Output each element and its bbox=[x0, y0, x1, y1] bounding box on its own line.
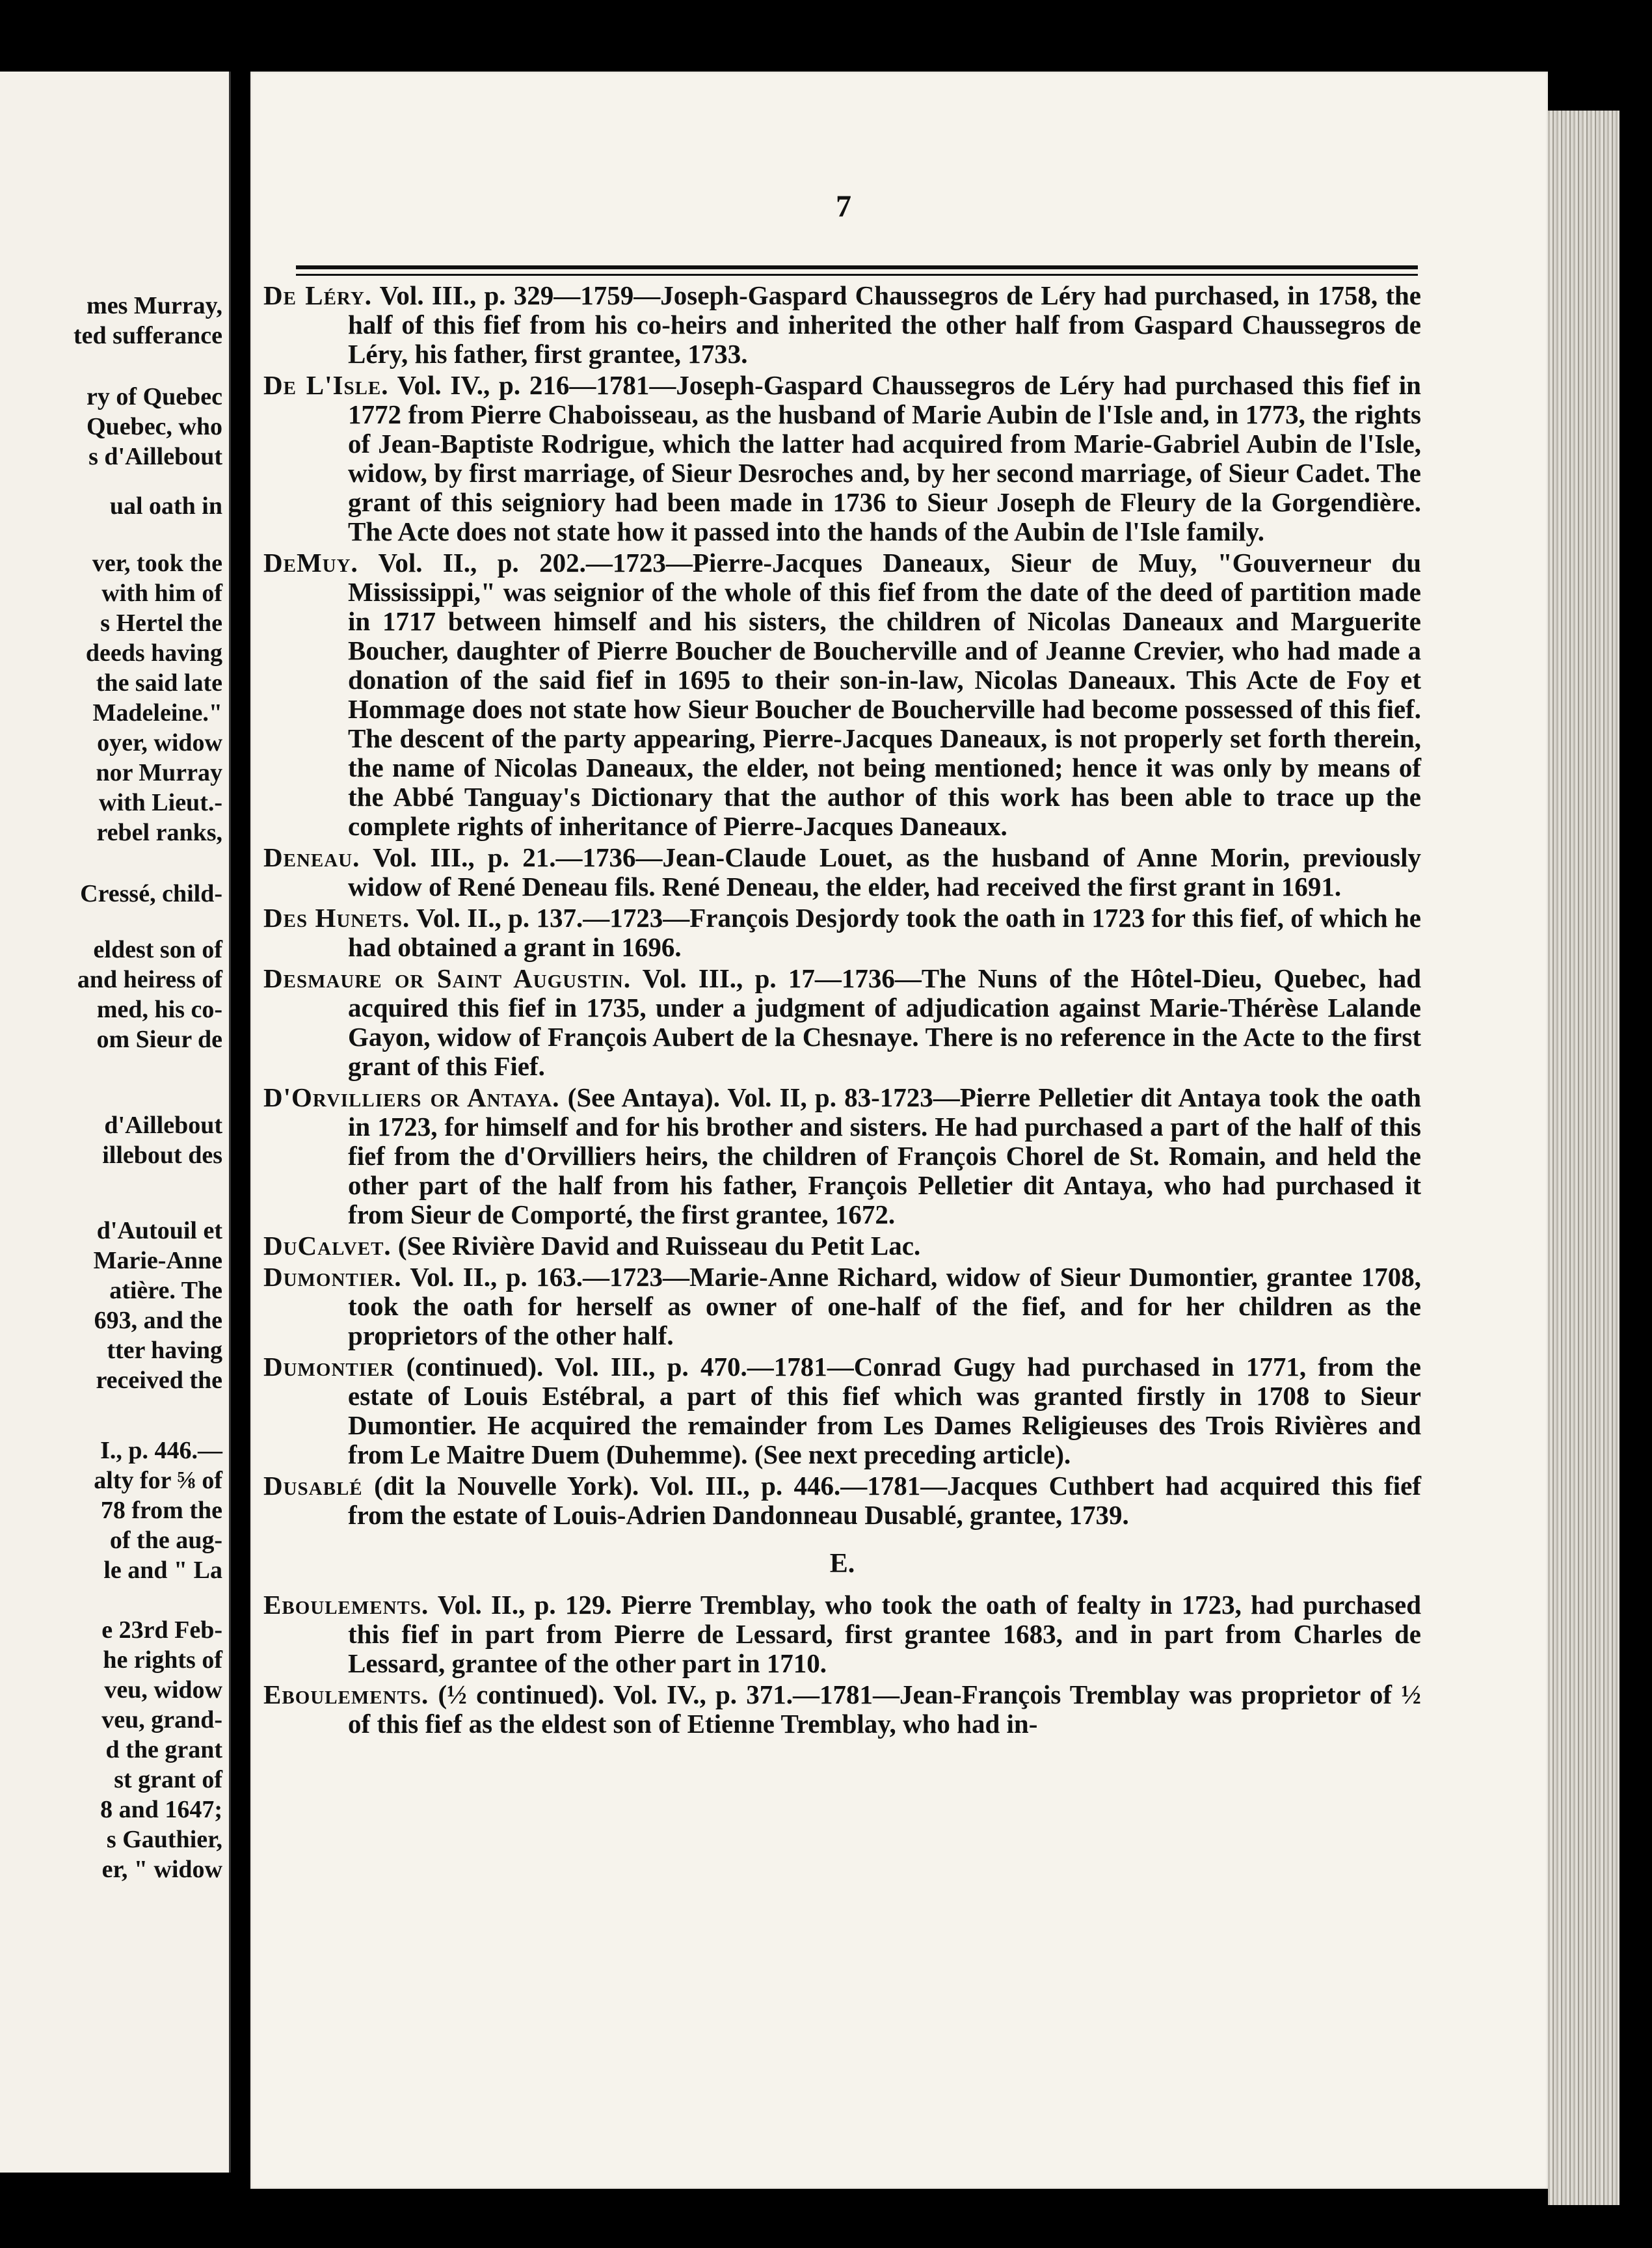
facing-page-line: rebel ranks, bbox=[96, 819, 222, 846]
facing-page-line: s d'Aillebout bbox=[88, 443, 222, 470]
entry-head: DeMuy. bbox=[263, 548, 358, 578]
entry bbox=[263, 1083, 1421, 1229]
entry-text: Vol. II., p. 137.—1723—François Desjordy took the oath in 1723 for this fief, of which he had obtained a grant in 1696. bbox=[348, 903, 1421, 962]
facing-page-line: I., p. 446.— bbox=[100, 1437, 222, 1464]
facing-page-line: veu, grand- bbox=[101, 1706, 222, 1733]
facing-page-line: eldest son of bbox=[93, 936, 222, 963]
section-letter: E. bbox=[829, 1549, 855, 1579]
facing-page-line: om Sieur de bbox=[96, 1026, 222, 1053]
entry-text: Vol. III., p. 17—1736—The Nuns of the Hôtel-Dieu, Quebec, had acquired this fief in 1735, under a judgment of adjudication against Marie-Thérèse Lalande Gayon, widow of François Aubert de la Chesnaye. There is no reference in the Acte to the first grant of this Fief. bbox=[348, 963, 1422, 1081]
entry bbox=[263, 1471, 1421, 1530]
entry-text: Vol. II., p. 202.—1723—Pierre-Jacques Daneaux, Sieur de Muy, "Gouverneur du Mississippi," was seignior of the whole of this fief from the date of the deed of partition made in 1717 between himself and his sisters, the children of Nicolas Daneaux and Marguerite Boucher, daughter of Pierre Boucher de Boucherville and of Jeanne Crevier, who had made a donation of the said fief in 1695 to their son-in-law, Nicolas Daneaux. This Acte de Foy et Hommage does not state how Sieur Boucher de Boucherville had become possessed of this fief. The descent of the party appearing, Pierre-Jacques Daneaux, is not properly set forth therein, the name of Nicolas Daneaux, the elder, not being mentioned; hence it was only by means of the Abbé Tanguay's Dictionary that the author of this work has been able to trace up the complete rights of inheritance of Pierre-Jacques Daneaux. bbox=[348, 548, 1421, 841]
entry-text: Vol. III., p. 21.—1736—Jean-Claude Louet, as the husband of Anne Morin, previously widow of René Deneau fils. René Deneau, the elder, had received the first grant in 1691. bbox=[348, 842, 1421, 902]
facing-page-line: he rights of bbox=[103, 1646, 222, 1674]
header-rule-thick bbox=[296, 265, 1418, 269]
facing-page-line: tter having bbox=[107, 1337, 222, 1364]
entry-head: DuCalvet. bbox=[263, 1231, 392, 1261]
entries-e bbox=[263, 1590, 1421, 1739]
entry-text: Vol. II., p. 163.—1723—Marie-Anne Richard, widow of Sieur Dumontier, grantee 1708, took the oath for herself as owner of one-half of the fief, and for her children as the proprietors of the other half. bbox=[348, 1262, 1421, 1350]
entry bbox=[263, 281, 1421, 369]
entry-head: De Léry. bbox=[263, 280, 373, 310]
facing-page-line: the said late bbox=[96, 669, 222, 697]
facing-page-line: e 23rd Feb- bbox=[101, 1616, 222, 1644]
facing-page-line: st grant of bbox=[114, 1766, 222, 1793]
entry-head: Dumontier. bbox=[263, 1262, 402, 1292]
entry-head: Desmaure or Saint Augustin. bbox=[263, 963, 632, 993]
facing-page-line: ted sufferance bbox=[73, 322, 222, 349]
entry bbox=[263, 843, 1421, 902]
page-number: 7 bbox=[836, 189, 851, 224]
entry-head: D'Orvilliers or Antaya. bbox=[263, 1082, 560, 1112]
facing-page-line: Cressé, child- bbox=[80, 880, 222, 907]
entry-head: Eboulements. bbox=[263, 1590, 429, 1620]
entry bbox=[263, 371, 1421, 546]
facing-page-line: Marie-Anne bbox=[93, 1247, 222, 1274]
entry-head: Dumontier bbox=[263, 1352, 395, 1382]
facing-page-line: deeds having bbox=[85, 639, 222, 667]
facing-page-line: nor Murray bbox=[96, 759, 222, 786]
facing-page-fragment bbox=[0, 72, 231, 2173]
entry-text: (See Antaya). Vol. II, p. 83-1723—Pierre Pelletier dit Antaya took the oath in 1723, for himself and for his brother and sisters. He had purchased a part of the half of this fief from the d'Orvilliers heirs, the children of François Chorel de St. Romain, and held the other part of the half from his father, François Pelletier dit Antaya, who had purchased it from Sieur de Comporté, the first grantee, 1672. bbox=[348, 1082, 1421, 1229]
entry-text: (continued). Vol. III., p. 470.—1781—Conrad Gugy had purchased in 1771, from the estate of Louis Estébral, a part of this fief which was granted firstly in 1708 to Sieur Dumontier. He acquired the remainder from Les Dames Religieuses des Trois Rivières and from Le Maitre Duem (Duhemme). (See next preceding article). bbox=[348, 1352, 1421, 1469]
entry-head: Des Hunets. bbox=[263, 903, 410, 933]
facing-page-line: received the bbox=[96, 1367, 222, 1394]
facing-page-line: ual oath in bbox=[109, 492, 222, 520]
entry-text: Vol. IV., p. 216—1781—Joseph-Gaspard Chaussegros de Léry had purchased this fief in 1772 from Pierre Chaboisseau, as the husband of Marie Aubin de l'Isle and, in 1773, the rights of Jean-Baptiste Rodrigue, which the latter had acquired from Marie-Gabriel Aubin de l'Isle, widow, by first marriage, of Sieur Desroches and, by her second marriage, of Sieur Cadet. The grant of this seigniory had been made in 1736 to Sieur Joseph de Fleury de la Gorgendière. The Acte does not state how it passed into the hands of the Aubin de l'Isle family. bbox=[348, 370, 1421, 546]
entries-d bbox=[263, 281, 1421, 1530]
entry-text: Vol. III., p. 329—1759—Joseph-Gaspard Chaussegros de Léry had purchased, in 1758, the half of this fief from his co-heirs and inherited the other half from Gaspard Chaussegros de Léry, his father, first grantee, 1733. bbox=[348, 280, 1422, 369]
entry bbox=[263, 1352, 1421, 1469]
entry-head: Eboulements. bbox=[263, 1679, 429, 1709]
entry bbox=[263, 903, 1421, 962]
facing-page-line: med, his co- bbox=[96, 996, 222, 1023]
entry bbox=[263, 1590, 1421, 1678]
entry-head: Dusablé bbox=[263, 1471, 363, 1501]
facing-page-line: d'Aillebout bbox=[104, 1112, 222, 1139]
facing-page-line: atière. The bbox=[109, 1277, 222, 1304]
facing-page-line: illebout des bbox=[102, 1142, 222, 1169]
facing-page-line: 693, and the bbox=[94, 1307, 222, 1334]
facing-page-line: mes Murray, bbox=[87, 292, 222, 319]
entry-head: Deneau. bbox=[263, 842, 360, 872]
facing-page-line: d'Autouil et bbox=[96, 1217, 222, 1244]
entry bbox=[263, 1263, 1421, 1350]
page-content bbox=[263, 281, 1421, 1741]
facing-page-line: 78 from the bbox=[100, 1497, 222, 1524]
facing-page-line: with him of bbox=[101, 580, 222, 607]
facing-page-line: of the aug- bbox=[109, 1527, 222, 1554]
facing-page-line: s Gauthier, bbox=[106, 1826, 222, 1853]
facing-page-line: ry of Quebec bbox=[87, 383, 222, 410]
facing-page-line: and heiress of bbox=[77, 966, 222, 993]
facing-page-line: le and " La bbox=[103, 1557, 222, 1584]
facing-page-line: Madeleine." bbox=[92, 699, 222, 727]
entry-text: Vol. II., p. 129. Pierre Tremblay, who took the oath of fealty in 1723, had purchased this fief in part from Pierre de Lessard, first grantee 1683, and in part from Charles de Lessard, grantee of the other part in 1710. bbox=[348, 1590, 1421, 1678]
facing-page-line: veu, widow bbox=[104, 1676, 222, 1704]
entry-text: (½ continued). Vol. IV., p. 371.—1781—Jean-François Tremblay was proprietor of ½ of this fief as the eldest son of Etienne Tremblay, who had in- bbox=[348, 1679, 1421, 1739]
facing-page-line: 8 and 1647; bbox=[100, 1796, 222, 1823]
facing-page-line: with Lieut.- bbox=[99, 789, 222, 816]
facing-page-line: d the grant bbox=[105, 1736, 222, 1763]
entry bbox=[263, 1680, 1421, 1739]
header-rule-thin bbox=[296, 274, 1418, 276]
entry-text: (dit la Nouvelle York). Vol. III., p. 446.—1781—Jacques Cuthbert had acquired this fief from the estate of Louis-Adrien Dandonneau Dusablé, grantee, 1739. bbox=[348, 1471, 1421, 1530]
facing-page-line: Quebec, who bbox=[87, 413, 222, 440]
facing-page-line: oyer, widow bbox=[97, 729, 222, 756]
entry bbox=[263, 964, 1421, 1081]
facing-page-line: ver, took the bbox=[92, 550, 222, 577]
page-edge-stack bbox=[1548, 111, 1619, 2205]
entry-text: (See Rivière David and Ruisseau du Petit Lac. bbox=[391, 1231, 921, 1261]
entry bbox=[263, 548, 1421, 841]
facing-page-line: er, " widow bbox=[101, 1856, 222, 1883]
facing-page-line: s Hertel the bbox=[100, 609, 222, 637]
entry bbox=[263, 1231, 1421, 1261]
facing-page-line: alty for ⅝ of bbox=[94, 1467, 222, 1494]
entry-head: De L'Isle. bbox=[263, 370, 389, 400]
